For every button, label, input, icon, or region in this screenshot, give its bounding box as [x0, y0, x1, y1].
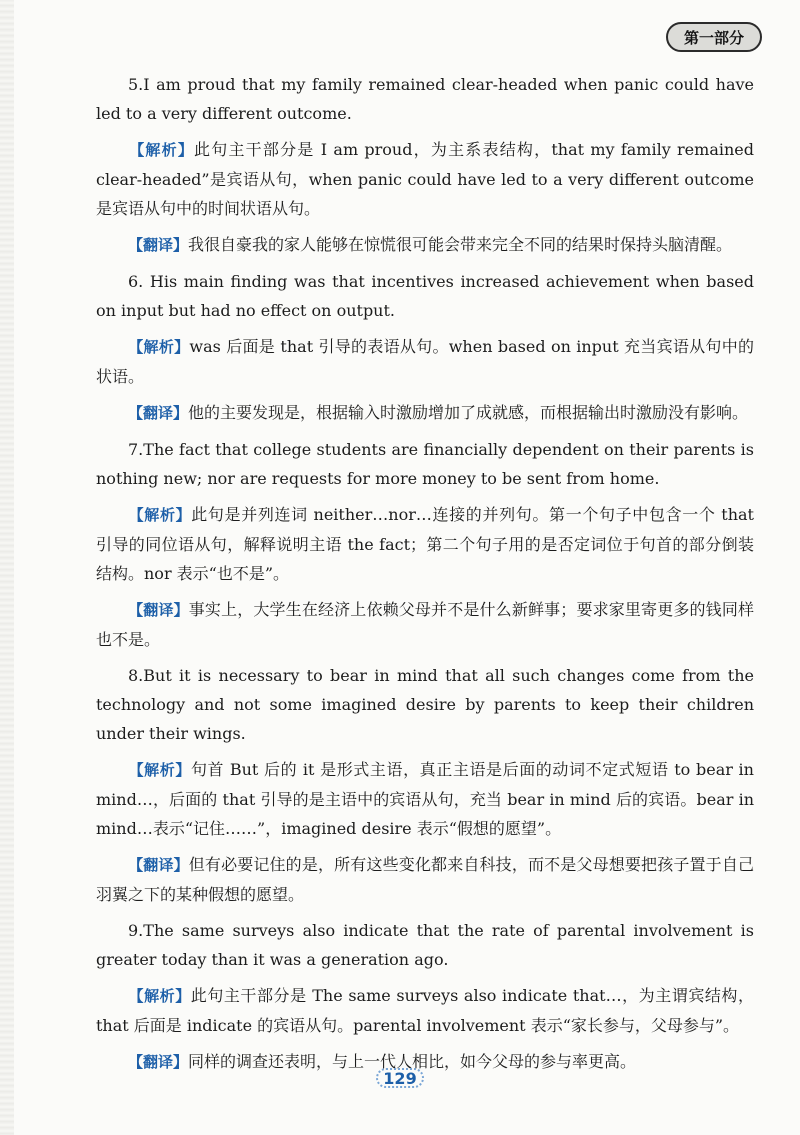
translation-paragraph: 【翻译】但有必要记住的是，所有这些变化都来自科技，而不是父母想要把孩子置于自己羽翼之下的某种假想的愿望。: [96, 855, 754, 904]
analysis-paragraph: 【解析】was 后面是 that 引导的表语从句。when based on input 充当宾语从句中的状语。: [96, 337, 754, 386]
analysis-paragraph: 【解析】此句主干部分是 I am proud，为主系表结构，that my family remained clear-headed”是宾语从句，when panic could have led to a very different outcome 是宾语从句中的时间状语从句。: [96, 140, 754, 218]
example-sentence: 9.The same surveys also indicate that the rate of parental involvement is greater today than it was a generation ago.: [96, 921, 754, 969]
example-sentence: 7.The fact that college students are financially dependent on their parents is nothing new; nor are requests for more money to be sent from home.: [96, 440, 754, 488]
sentence-item: [96, 70, 754, 260]
analysis-paragraph: 【解析】此句主干部分是 The same surveys also indicate that…，为主谓宾结构，that 后面是 indicate 的宾语从句。parental involvement 表示“家长参与，父母参与”。: [96, 986, 754, 1035]
analysis-paragraph: 【解析】句首 But 后的 it 是形式主语，真正主语是后面的动词不定式短语 to bear in mind…，后面的 that 引导的是主语中的宾语从句，充当 bear in mind 后的宾语。bear in mind…表示“记住……”，imagined desire 表示“假想的愿望”。: [96, 760, 754, 838]
page-binding-edge: [0, 0, 14, 1135]
translation-paragraph: 【翻译】他的主要发现是，根据输入时激励增加了成就感，而根据输出时激励没有影响。: [128, 403, 749, 422]
sentence-item: [96, 435, 754, 654]
translation-label: 【翻译】: [128, 404, 189, 422]
translation-label: 【翻译】: [128, 1053, 189, 1071]
section-badge: 第一部分: [666, 22, 762, 52]
sentence-item: [96, 661, 754, 909]
example-sentence: 5.I am proud that my family remained clear-headed when panic could have led to a very different outcome.: [96, 75, 754, 123]
content-area: [96, 70, 754, 1084]
translation-label: 【翻译】: [128, 236, 189, 254]
translation-label: 【翻译】: [128, 601, 189, 619]
example-sentence: 6. His main finding was that incentives increased achievement when based on input but had no effect on output.: [96, 272, 754, 320]
sentence-item: [96, 267, 754, 428]
translation-paragraph: 【翻译】我很自豪我的家人能够在惊慌很可能会带来完全不同的结果时保持头脑清醒。: [128, 235, 733, 254]
translation-paragraph: 【翻译】同样的调查还表明，与上一代人相比，如今父母的参与率更高。: [128, 1052, 637, 1071]
example-sentence: 8.But it is necessary to bear in mind that all such changes come from the technology and not some imagined desire by parents to keep their children under their wings.: [96, 666, 754, 743]
analysis-label: 【解析】: [128, 338, 190, 356]
page-number: 129: [372, 1066, 428, 1090]
analysis-paragraph: 【解析】此句是并列连词 neither…nor…连接的并列句。第一个句子中包含一个 that 引导的同位语从句，解释说明主语 the fact；第二个句子用的是否定词位于句首的部分倒装结构。nor 表示“也不是”。: [96, 505, 754, 583]
translation-paragraph: 【翻译】事实上，大学生在经济上依赖父母并不是什么新鲜事；要求家里寄更多的钱同样也不是。: [96, 600, 754, 649]
analysis-label: 【解析】: [128, 987, 191, 1005]
analysis-label: 【解析】: [128, 506, 192, 524]
sentence-item: [96, 916, 754, 1077]
analysis-label: 【解析】: [128, 141, 195, 159]
translation-label: 【翻译】: [128, 856, 189, 874]
analysis-label: 【解析】: [128, 761, 191, 779]
